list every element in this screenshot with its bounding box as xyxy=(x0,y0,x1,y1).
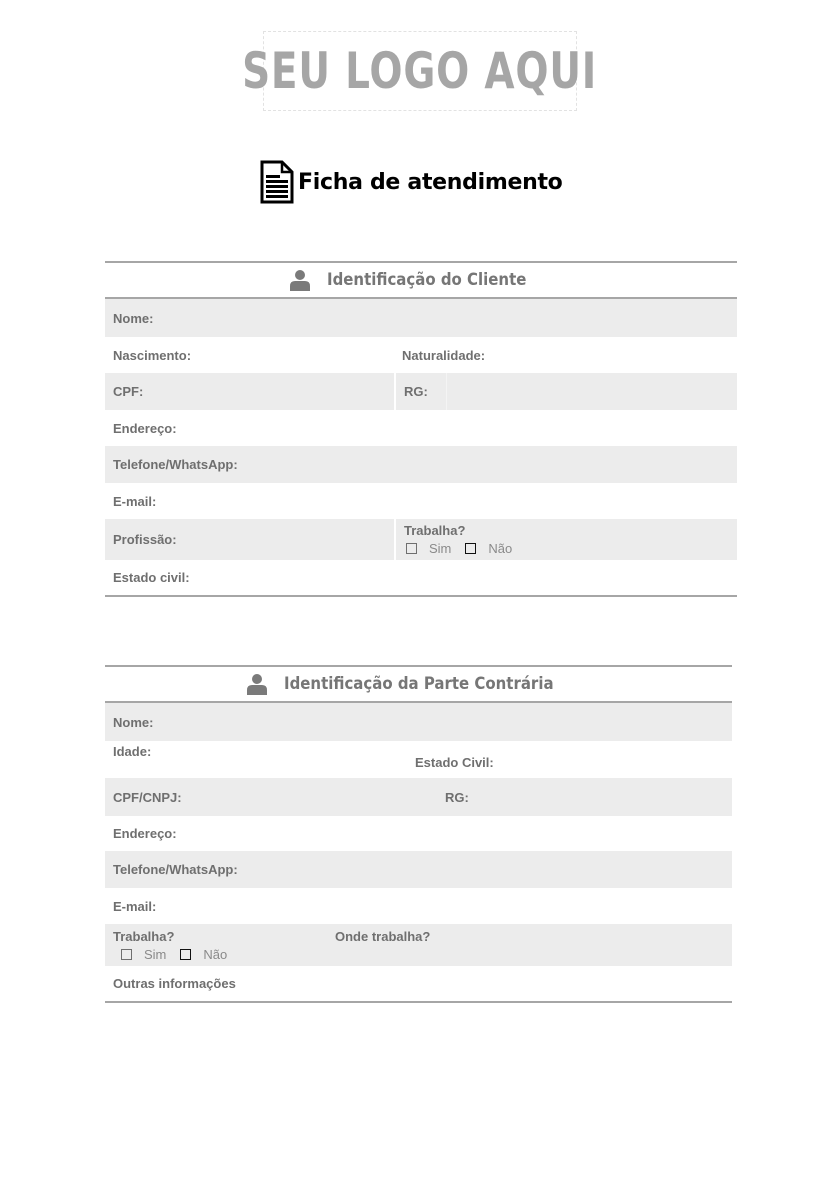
client-estado-civil-field[interactable]: Estado civil: xyxy=(113,570,190,585)
client-row-nascimento xyxy=(105,337,737,373)
client-profissao-field[interactable]: Profissão: xyxy=(113,532,177,547)
opposing-email-field[interactable]: E-mail: xyxy=(113,898,157,914)
client-trabalha-nao-label: Não xyxy=(488,541,513,556)
client-email-field[interactable]: E-mail: xyxy=(113,493,157,509)
client-rg-value[interactable] xyxy=(446,373,737,410)
client-trabalha-nao-checkbox[interactable] xyxy=(465,543,476,554)
opposing-outras-informacoes-field[interactable]: Outras informações xyxy=(113,976,236,991)
document-icon xyxy=(260,160,294,204)
client-trabalha-label: Trabalha? xyxy=(404,523,466,538)
opposing-onde-trabalha-field[interactable]: Onde trabalha? xyxy=(335,929,431,944)
opposing-rg-field[interactable]: RG: xyxy=(445,789,469,805)
user-icon xyxy=(246,673,268,695)
opposing-idade-field[interactable]: Idade: xyxy=(113,744,152,759)
opposing-row-endereco xyxy=(105,816,732,851)
client-identification-table xyxy=(105,261,737,597)
client-section-title: Identificação do Cliente xyxy=(326,270,527,290)
client-row-email xyxy=(105,483,737,519)
client-trabalha-group xyxy=(394,519,737,560)
opposing-trabalha-options xyxy=(113,947,241,962)
opposing-section-title: Identificação da Parte Contrária xyxy=(284,674,554,694)
client-trabalha-options xyxy=(404,541,526,556)
opposing-row-idade xyxy=(105,741,732,778)
client-row-telefone xyxy=(105,446,737,483)
logo-placeholder xyxy=(242,31,598,111)
opposing-row-email xyxy=(105,888,732,924)
client-row-endereco xyxy=(105,410,737,446)
client-cpf-field[interactable]: CPF: xyxy=(113,384,144,399)
opposing-trabalha-sim-checkbox[interactable] xyxy=(121,949,132,960)
client-endereco-field[interactable]: Endereço: xyxy=(113,420,177,436)
opposing-trabalha-label: Trabalha? xyxy=(113,928,175,944)
opposing-row-telefone xyxy=(105,851,732,888)
logo-text: SEU LOGO AQUI xyxy=(242,42,598,100)
opposing-trabalha-nao-checkbox[interactable] xyxy=(180,949,191,960)
user-icon xyxy=(289,269,311,291)
opposing-telefone-field[interactable]: Telefone/WhatsApp: xyxy=(113,862,238,877)
client-row-nome xyxy=(105,299,737,337)
client-section-header xyxy=(105,263,737,299)
opposing-section-header xyxy=(105,667,732,703)
client-row-profissao xyxy=(105,519,737,560)
client-trabalha-sim-checkbox[interactable] xyxy=(406,543,417,554)
page-title xyxy=(260,160,562,204)
opposing-endereco-field[interactable]: Endereço: xyxy=(113,826,177,841)
opposing-cpf-cnpj-field[interactable]: CPF/CNPJ: xyxy=(113,789,182,805)
client-row-estado-civil xyxy=(105,560,737,595)
client-telefone-field[interactable]: Telefone/WhatsApp: xyxy=(113,457,238,472)
client-naturalidade-field[interactable]: Naturalidade: xyxy=(402,347,486,363)
client-nascimento-field[interactable]: Nascimento: xyxy=(113,347,192,363)
opposing-row-nome xyxy=(105,703,732,741)
opposing-trabalha-sim-label: Sim xyxy=(144,946,167,962)
opposing-row-trabalha xyxy=(105,924,732,966)
opposing-estado-civil-field[interactable]: Estado Civil: xyxy=(415,755,494,770)
client-nome-field[interactable]: Nome: xyxy=(113,310,154,326)
client-rg-field[interactable]: RG: xyxy=(394,373,446,410)
page-title-text: Ficha de atendimento xyxy=(298,169,563,195)
opposing-nome-field[interactable]: Nome: xyxy=(113,714,154,730)
opposing-row-cpf xyxy=(105,778,732,816)
opposing-trabalha-nao-label: Não xyxy=(203,946,228,962)
opposing-row-outras xyxy=(105,966,732,1001)
client-row-cpf xyxy=(105,373,737,410)
opposing-party-table xyxy=(105,665,732,1003)
opposing-trabalha-group xyxy=(105,924,327,966)
client-trabalha-sim-label: Sim xyxy=(429,541,452,556)
